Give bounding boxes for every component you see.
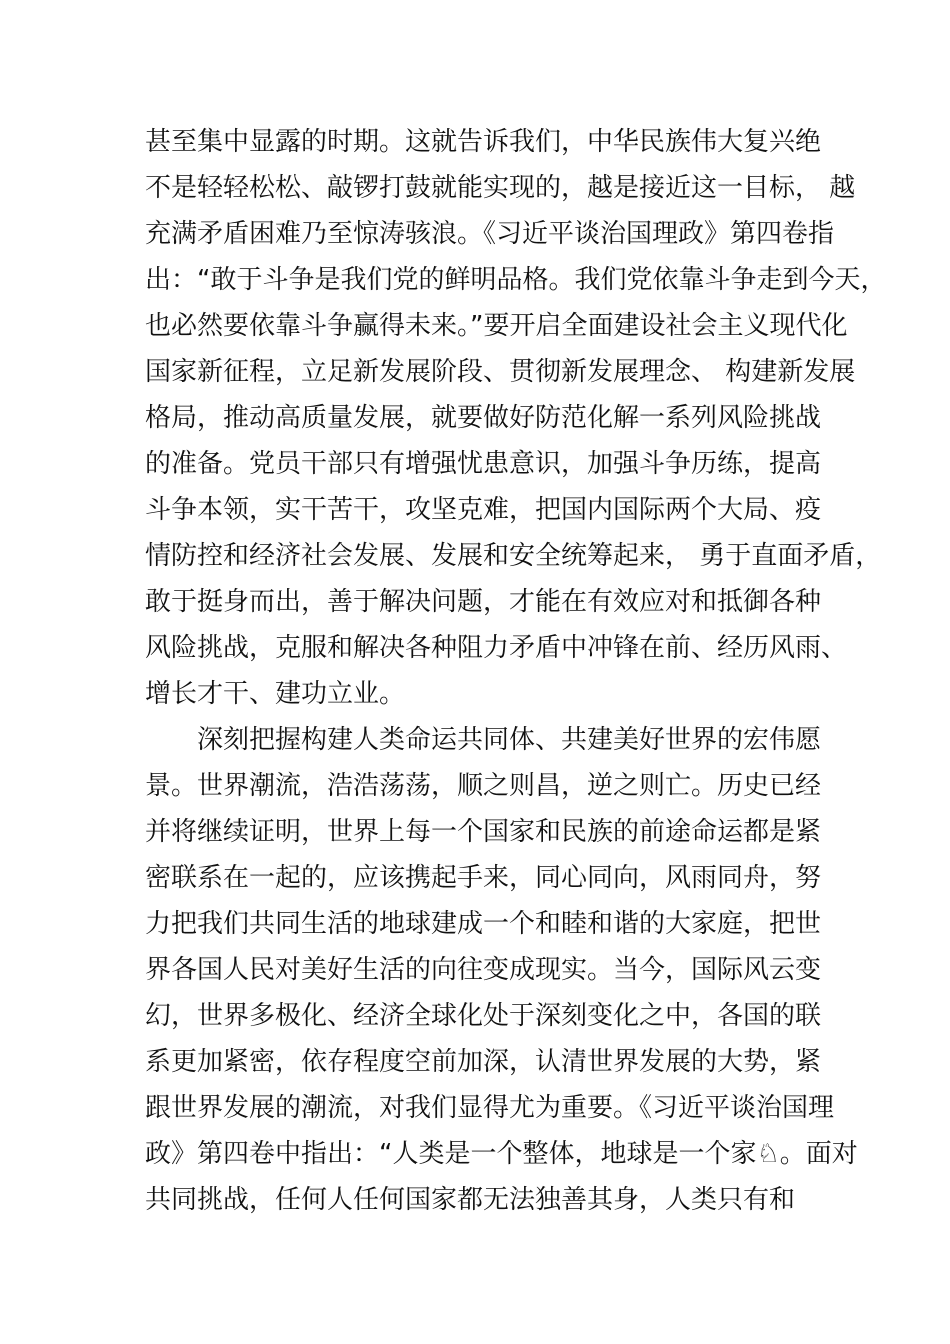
text-line: 甚至集中显露的时期。这就告诉我们，中华民族伟大复兴绝: [145, 127, 822, 157]
text-line: 政》第四卷中指出：“人类是一个整体，地球是一个家♘。面对: [145, 1139, 858, 1169]
text-line: 系更加紧密，依存程度空前加深，认清世界发展的大势，紧: [145, 1047, 822, 1077]
text-line: 力把我们共同生活的地球建成一个和睦和谐的大家庭，把世: [145, 909, 822, 939]
text-line: 风险挑战，克服和解决各种阻力矛盾中冲锋在前、经历风雨、: [145, 633, 848, 663]
text-line: 密联系在一起的，应该携起手来，同心同向，风雨同舟，努: [145, 863, 822, 893]
text-line: 的准备。党员干部只有增强忧患意识，加强斗争历练，提高: [145, 449, 822, 479]
text-line: 幻，世界多极化、经济全球化处于深刻变化之中，各国的联: [145, 1001, 822, 1031]
text-line: 并将继续证明，世界上每一个国家和民族的前途命运都是紧: [145, 817, 822, 847]
text-line: 出：“敢于斗争是我们党的鲜明品格。我们党依靠斗争走到今天，: [145, 265, 887, 295]
text-line: 敢于挺身而出，善于解决问题，才能在有效应对和抵御各种: [145, 587, 822, 617]
text-line: 共同挑战，任何人任何国家都无法独善其身，人类只有和: [145, 1185, 796, 1215]
text-line: 深刻把握构建人类命运共同体、共建美好世界的宏伟愿: [197, 725, 822, 755]
text-line: 增长才干、建功立业。: [145, 679, 406, 709]
text-line: 国家新征程，立足新发展阶段、贯彻新发展理念、 构建新发展: [145, 357, 856, 387]
text-line: 格局，推动高质量发展，就要做好防范化解一系列风险挑战: [145, 403, 822, 433]
text-line: 情防控和经济社会发展、发展和安全统筹起来， 勇于直面矛盾，: [145, 541, 882, 571]
text-line: 跟世界发展的潮流，对我们显得尤为重要。《习近平谈治国理: [145, 1093, 835, 1123]
text-line: 界各国人民对美好生活的向往变成现实。当今，国际风云变: [145, 955, 822, 985]
text-line: 不是轻轻松松、敲锣打鼓就能实现的，越是接近这一目标， 越: [145, 173, 856, 203]
text-line: 斗争本领，实干苦干，攻坚克难，把国内国际两个大局、疫: [145, 495, 822, 525]
text-line: 充满矛盾困难乃至惊涛骇浪。《习近平谈治国理政》第四卷指: [145, 219, 835, 249]
text-line: 景。世界潮流，浩浩荡荡，顺之则昌，逆之则亡。历史已经: [145, 771, 822, 801]
text-line: 也必然要依靠斗争赢得未来。”要开启全面建设社会主义现代化: [145, 311, 848, 341]
